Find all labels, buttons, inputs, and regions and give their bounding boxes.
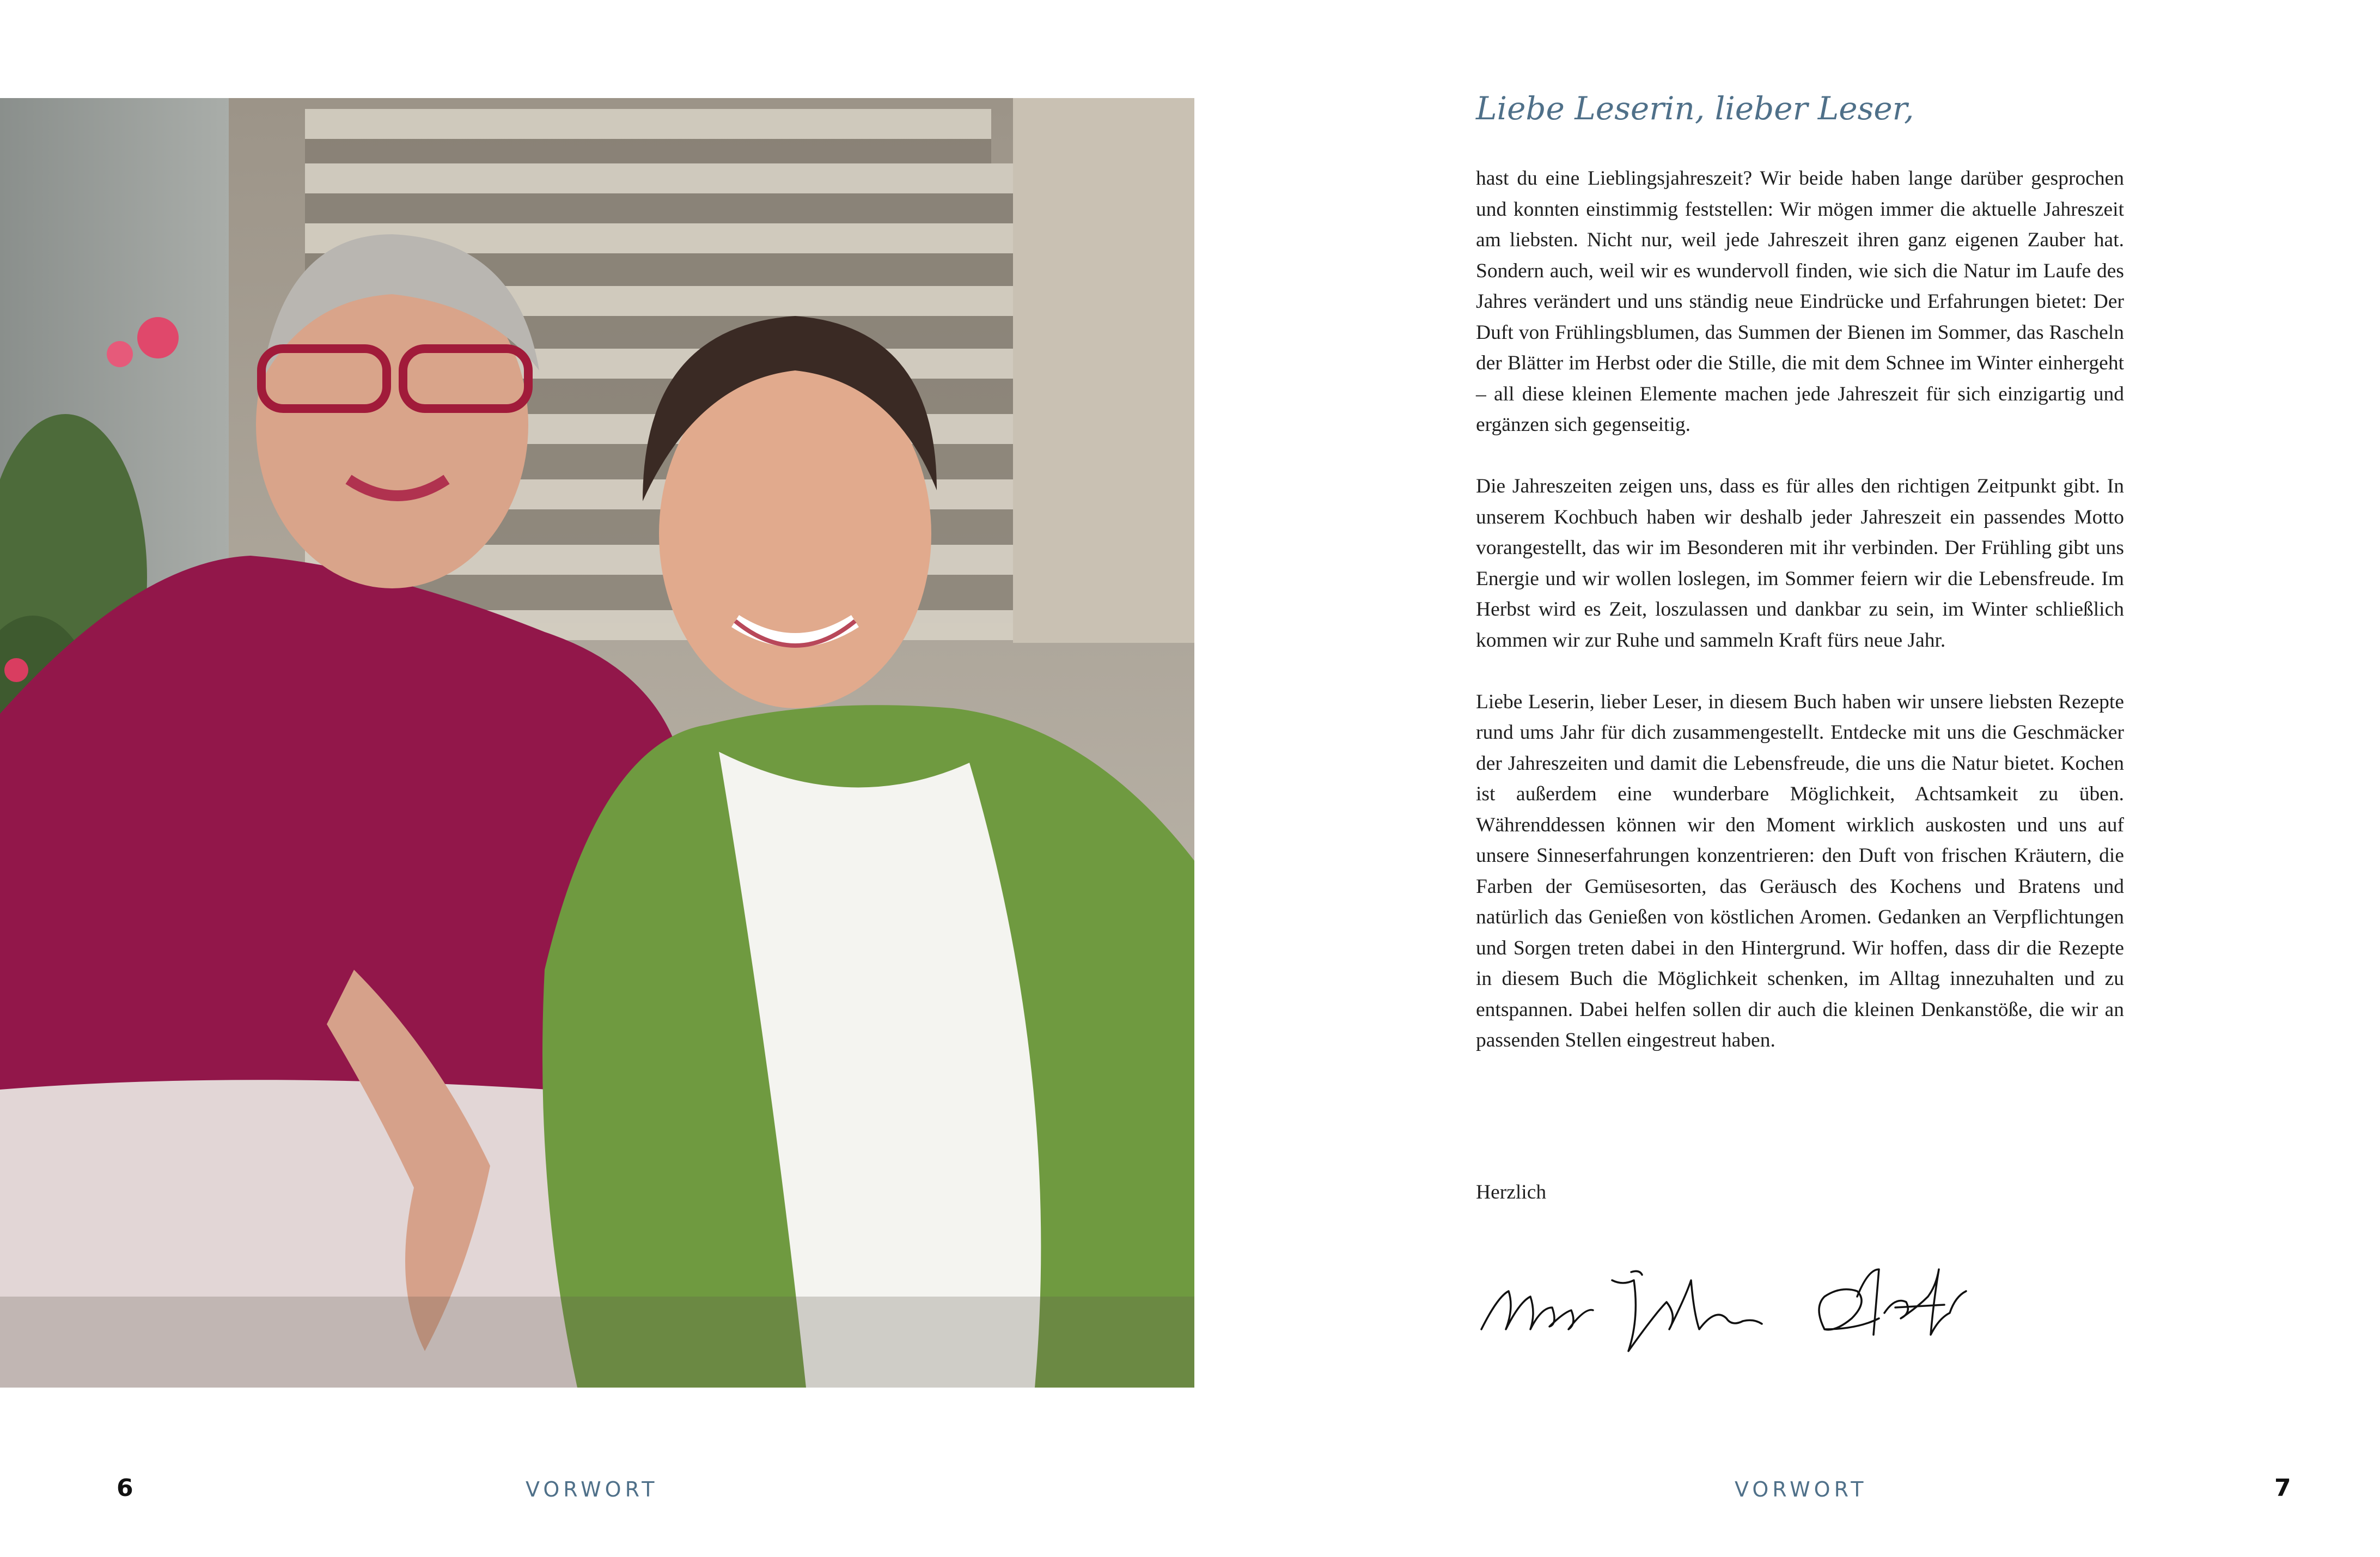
section-label-right: VORWORT — [1735, 1477, 1868, 1501]
paragraph-1: hast du eine Lieblingsjahreszeit? Wir beide haben lange darüber gesprochen und konnten einstimmig feststellen: Wir mögen immer die aktuelle Jahreszeit am liebsten. Nicht nur, weil jede Jahreszeit ihren ganz eigenen Zauber hat. Sondern auch, weil wir es wundervoll finden, wie sich die Natur im Laufe des Jahres verändert und uns ständig neue Eindrücke und Erfahrungen bietet: Der Duft von Frühlingsblumen, das Summen der Bienen im Sommer, das Rascheln der Blätter im Herbst oder die Stille, die mit dem Schnee im Winter einhergeht – all diese kleinen Elemente machen jede Jahreszeit für sich einzigartig und ergänzen sich gegenseitig. — [1476, 167, 2124, 436]
signatures — [1476, 1248, 2021, 1357]
paragraph-3: Liebe Leserin, lieber Leser, in diesem Buch haben wir unsere liebsten Rezepte rund ums Jahr für dich zusammengestellt. Entdecke mit uns die Geschmäcker der Jahreszeiten und damit die Lebensfreude, die uns die Natur bietet. Kochen ist außerdem eine wunderbare Möglichkeit, Achtsamkeit zu üben. Währenddessen können wir den Moment wirklich auskosten und uns auf unsere Sinneserfahrungen konzentrieren: den Duft von frischen Kräutern, die Farben der Gemüsesorten, das Geräusch des Kochens und Bratens und natürlich das Genießen von köstlichen Aromen. Gedanken an Verpflichtungen und Sorgen treten dabei in den Hintergrund. Wir hoffen, dass dir die Rezepte in diesem Buch die Möglichkeit schenken, im Alltag innezuhalten und zu entspannen. Dabei helfen sollen dir auch die kleinen Denkanstöße, die wir an passenden Stellen eingestreut haben. — [1476, 690, 2124, 1051]
photo-illustration — [0, 98, 1194, 1388]
body-text — [1476, 163, 2124, 1087]
page-heading: Liebe Leserin, lieber Leser, — [1476, 90, 1914, 127]
page-number-left: 6 — [117, 1474, 133, 1502]
page-number-right: 7 — [2274, 1474, 2291, 1502]
greeting: Herzlich — [1476, 1181, 1547, 1203]
paragraph-2: Die Jahreszeiten zeigen uns, dass es für alles den richtigen Zeitpunkt gibt. In unserem Kochbuch haben wir deshalb jeder Jahreszeit ein passendes Motto vorangestellt, das wir im Besonderen mit ihr verbinden. Der Frühling gibt uns Energie und wir wollen loslegen, im Sommer feiern wir die Lebensfreude. Im Herbst wird es Zeit, loszulassen und dankbar zu sein, im Winter schließlich kommen wir zur Ruhe und sammeln Kraft fürs neue Jahr. — [1476, 475, 2124, 652]
right-page — [1190, 0, 2380, 1557]
section-label-left: VORWORT — [526, 1477, 658, 1501]
portrait-photo — [0, 98, 1194, 1388]
